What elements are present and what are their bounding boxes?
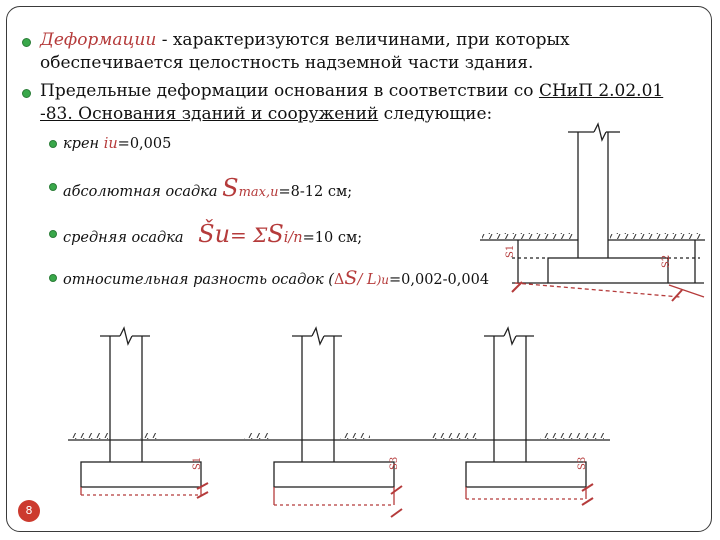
bullet2-line2-suffix: следующие: [378,104,493,124]
item-average-value: =10 см; [302,230,363,246]
bullet1-line1-text: - характеризуются величинами, при которых [156,30,570,50]
label-s1-top: S1 [505,244,516,258]
item-relative-symbol: S [344,267,358,289]
page-number-badge: 8 [18,500,40,522]
item-relative-symbol-tail: / L [357,272,377,288]
item-relative-value: =0,002-0,004 [388,272,490,288]
diagram-three-foundations [68,328,610,517]
snip-link-part2[interactable]: -83. Основания зданий и сооружений [40,104,379,124]
item-average-subscript: i/n [283,230,303,246]
item-average-symbol2: S [267,220,284,248]
label-s2-top: S2 [661,254,672,268]
item-kren-label: крен [63,136,104,152]
item-kren-symbol: iu [103,136,118,152]
diagram-single-foundation [480,124,705,301]
bullet1-line2: обеспечивается целостность надземной части здания. [40,53,534,73]
bullet2-line1-text: Предельные деформации основания в соответствии со [40,81,539,101]
term-deformations: Деформации [40,30,157,50]
item-absolute-label: абсолютная осадка [63,184,223,200]
item-average-sigma: Σ [253,223,268,247]
item-average-label: средняя осадка [63,230,189,246]
item-absolute-symbol: S [222,174,239,202]
item-absolute-subscript: max,u [238,185,279,200]
item-absolute-value: =8-12 см; [278,184,353,200]
item-relative-label: относительная разность осадок ( [63,272,334,288]
label-s3-bottom-b: S3 [577,456,588,470]
label-s1-bottom: S1 [192,456,203,470]
item-kren-value: =0,005 [117,136,172,152]
label-s3-bottom-a: S3 [389,456,400,470]
item-average-symbol: Šu [198,220,231,248]
item-relative-delta: Δ [333,272,345,288]
item-relative-subscript: )u [376,273,389,287]
snip-link-part1[interactable]: СНиП 2.02.01 [538,81,664,101]
item-average-eq: = [230,223,254,247]
